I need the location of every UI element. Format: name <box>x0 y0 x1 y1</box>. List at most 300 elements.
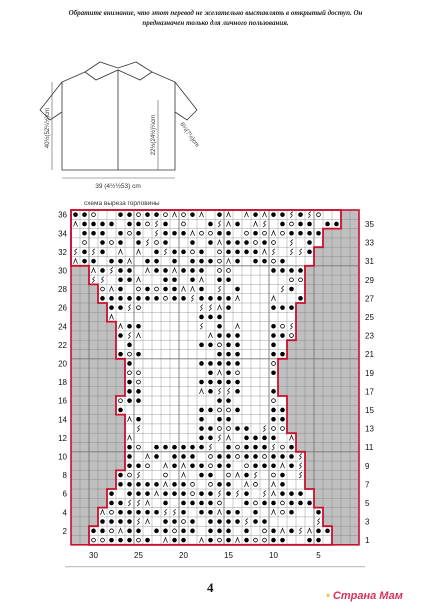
stitch-dot <box>136 529 141 534</box>
stitch-yarn-over <box>218 343 222 347</box>
stitch-dot <box>253 519 258 524</box>
column-label: 25 <box>134 550 143 560</box>
stitch-dot <box>280 473 285 478</box>
stitch-dot <box>226 231 231 236</box>
stitch-dot <box>235 426 240 431</box>
shaded-cell <box>71 294 98 303</box>
stitch-yarn-over <box>263 538 267 542</box>
stitch-dot <box>253 212 258 217</box>
stitch-dot <box>208 473 213 478</box>
stitch-dot <box>208 491 213 496</box>
stitch-twist <box>290 212 293 218</box>
stitch-decrease <box>191 231 195 236</box>
stitch-twist <box>308 212 311 218</box>
row-label-right: 5 <box>365 498 370 508</box>
stitch-yarn-over <box>137 538 141 542</box>
inner-length-label: 22½(24½)¼cm <box>151 114 157 156</box>
stitch-dot <box>217 380 222 385</box>
stitch-dot <box>163 529 168 534</box>
stitch-dot <box>118 538 123 543</box>
stitch-dot <box>118 277 123 282</box>
stitch-dot <box>100 268 105 273</box>
stitch-yarn-over <box>164 473 168 477</box>
stitch-yarn-over <box>218 269 222 273</box>
stitch-dot <box>91 222 96 227</box>
stitch-dot <box>199 445 204 450</box>
stitch-yarn-over <box>254 482 258 486</box>
stitch-dot <box>253 510 258 515</box>
stitch-dot <box>190 259 195 264</box>
stitch-dot <box>217 529 222 534</box>
stitch-dot <box>136 398 141 403</box>
stitch-dot <box>253 436 258 441</box>
stitch-dot <box>109 296 114 301</box>
row-label-left: 30 <box>58 266 67 276</box>
row-label-left: 6 <box>62 489 67 499</box>
stitch-yarn-over <box>209 231 213 235</box>
shaded-cell <box>296 303 359 312</box>
stitch-dot <box>235 287 240 292</box>
stitch-dot <box>226 491 231 496</box>
row-label-left: 36 <box>58 210 67 220</box>
stitch-twist <box>128 500 131 506</box>
stitch-twist <box>272 249 275 255</box>
stitch-dot <box>226 482 231 487</box>
stitch-dot <box>235 519 240 524</box>
row-label-left: 12 <box>58 433 67 443</box>
stitch-decrease <box>164 463 168 468</box>
stitch-yarn-over <box>227 427 231 431</box>
stitch-decrease <box>236 538 240 543</box>
stitch-dot <box>271 370 276 375</box>
row-label-right: 23 <box>365 331 374 341</box>
stitch-dot <box>208 222 213 227</box>
stitch-yarn-over <box>191 492 195 496</box>
stitch-dot <box>163 277 168 282</box>
stitch-dot <box>118 296 123 301</box>
stitch-dot <box>172 538 177 543</box>
stitch-dot <box>217 324 222 329</box>
stitch-dot <box>190 240 195 245</box>
stitch-dot <box>217 333 222 338</box>
stitch-yarn-over <box>272 473 276 477</box>
stitch-twist <box>299 528 302 534</box>
shaded-cell <box>296 433 359 442</box>
row-label-right: 35 <box>365 219 374 229</box>
row-label-right: 29 <box>365 275 374 285</box>
stitch-twist <box>164 509 167 515</box>
stitch-dot <box>271 324 276 329</box>
stitch-dot <box>262 445 267 450</box>
stitch-dot <box>100 519 105 524</box>
stitch-dot <box>199 491 204 496</box>
stitch-dot <box>82 222 87 227</box>
stitch-dot <box>271 463 276 468</box>
stitch-yarn-over <box>146 464 150 468</box>
stitch-dot <box>217 361 222 366</box>
stitch-dot <box>163 501 168 506</box>
stitch-dot <box>118 501 123 506</box>
stitch-dot <box>163 231 168 236</box>
stitch-dot <box>280 305 285 310</box>
stitch-dot <box>208 426 213 431</box>
stitch-dot <box>163 445 168 450</box>
stitch-dot <box>307 501 312 506</box>
stitch-dot <box>298 296 303 301</box>
stitch-dot <box>271 538 276 543</box>
stitch-dot <box>199 426 204 431</box>
stitch-dot <box>226 305 231 310</box>
shaded-cell <box>278 368 359 377</box>
stitch-dot <box>190 501 195 506</box>
row-label-left: 24 <box>58 322 67 332</box>
stitch-dot <box>100 240 105 245</box>
stitch-dot <box>172 445 177 450</box>
stitch-dot <box>262 463 267 468</box>
stitch-dot <box>226 361 231 366</box>
stitch-twist <box>290 240 293 246</box>
stitch-yarn-over <box>263 231 267 235</box>
stitch-dot <box>100 529 105 534</box>
notice-line-2: предназначен только для личного пользования. <box>142 19 289 27</box>
stitch-dot <box>172 231 177 236</box>
stitch-dot <box>226 333 231 338</box>
column-label: 15 <box>224 550 233 560</box>
stitch-decrease <box>74 259 78 264</box>
stitch-dot <box>235 333 240 338</box>
stitch-dot <box>226 343 231 348</box>
stitch-dot <box>226 538 231 543</box>
stitch-dot <box>145 259 150 264</box>
stitch-dot <box>118 352 123 357</box>
row-label-left: 4 <box>62 508 67 518</box>
stitch-twist <box>236 491 239 497</box>
stitch-dot <box>145 510 150 515</box>
stitch-yarn-over <box>218 250 222 254</box>
stitch-dot <box>136 324 141 329</box>
stitch-decrease <box>128 259 132 264</box>
stitch-decrease <box>128 417 132 422</box>
stitch-dot <box>82 231 87 236</box>
stitch-decrease <box>200 389 204 394</box>
stitch-dot <box>190 454 195 459</box>
stitch-yarn-over <box>290 278 294 282</box>
stitch-dot <box>280 268 285 273</box>
stitch-decrease <box>272 491 276 496</box>
stitch-dot <box>244 240 249 245</box>
stitch-twist <box>290 323 293 329</box>
stitch-yarn-over <box>137 306 141 310</box>
stitch-dot <box>298 268 303 273</box>
stitch-dot <box>226 296 231 301</box>
stitch-dot <box>181 510 186 515</box>
stitch-dot <box>118 231 123 236</box>
stitch-dot <box>217 277 222 282</box>
stitch-decrease <box>110 314 114 319</box>
stitch-dot <box>127 491 132 496</box>
stitch-decrease <box>254 221 258 226</box>
stitch-dot <box>82 212 87 217</box>
stitch-dot <box>118 510 123 515</box>
stitch-dot <box>253 445 258 450</box>
stitch-yarn-over <box>101 538 105 542</box>
stitch-yarn-over <box>236 371 240 375</box>
stitch-dot <box>244 473 249 478</box>
stitch-dot <box>280 408 285 413</box>
stitch-yarn-over <box>227 269 231 273</box>
stitch-twist <box>218 221 221 227</box>
stitch-decrease <box>227 259 231 264</box>
stitch-dot <box>226 277 231 282</box>
stitch-dot <box>199 296 204 301</box>
stitch-dot <box>235 240 240 245</box>
stitch-dot <box>118 473 123 478</box>
stitch-dot <box>217 352 222 357</box>
stitch-twist <box>299 453 302 459</box>
stitch-dot <box>181 250 186 255</box>
stitch-dot <box>181 501 186 506</box>
stitch-dot <box>181 491 186 496</box>
stitch-dot <box>127 445 132 450</box>
stitch-dot <box>280 352 285 357</box>
stitch-dot <box>226 240 231 245</box>
stitch-dot <box>208 380 213 385</box>
stitch-dot <box>244 454 249 459</box>
stitch-decrease <box>146 500 150 505</box>
stitch-dot <box>181 231 186 236</box>
stitch-dot <box>217 398 222 403</box>
stitch-decrease <box>263 212 267 217</box>
stitch-dot <box>91 231 96 236</box>
stitch-dot <box>226 519 231 524</box>
stitch-yarn-over <box>128 231 132 235</box>
stitch-yarn-over <box>137 380 141 384</box>
stitch-decrease <box>245 482 249 487</box>
shaded-cell <box>314 247 359 256</box>
row-label-left: 2 <box>62 526 67 536</box>
stitch-decrease <box>290 435 294 440</box>
stitch-dot <box>280 482 285 487</box>
stitch-dot <box>217 231 222 236</box>
row-label-left: 34 <box>58 229 67 239</box>
stitch-dot <box>217 417 222 422</box>
stitch-yarn-over <box>290 334 294 338</box>
row-label-left: 18 <box>58 378 67 388</box>
stitch-dot <box>100 231 105 236</box>
stitch-dot <box>190 268 195 273</box>
stitch-dot <box>163 222 168 227</box>
stitch-dot <box>226 352 231 357</box>
stitch-dot <box>298 231 303 236</box>
stitch-dot <box>235 250 240 255</box>
stitch-yarn-over <box>128 473 132 477</box>
stitch-dot <box>118 482 123 487</box>
stitch-dot <box>163 268 168 273</box>
stitch-decrease <box>227 212 231 217</box>
stitch-dot <box>298 491 303 496</box>
stitch-twist <box>209 444 212 450</box>
stitch-dot <box>154 482 159 487</box>
stitch-dot <box>91 529 96 534</box>
stitch-decrease <box>200 212 204 217</box>
row-label-left: 26 <box>58 303 67 313</box>
stitch-dot <box>136 240 141 245</box>
stitch-dot <box>226 445 231 450</box>
stitch-decrease <box>182 287 186 292</box>
stitch-dot <box>208 510 213 515</box>
shaded-cell <box>71 405 116 414</box>
stitch-dot <box>289 529 294 534</box>
stitch-dot <box>190 529 195 534</box>
stitch-dot <box>172 287 177 292</box>
stitch-yarn-over <box>110 529 114 533</box>
stitch-twist <box>218 435 221 441</box>
stitch-dot <box>109 305 114 310</box>
stitch-decrease <box>200 538 204 543</box>
stitch-dot <box>199 268 204 273</box>
stitch-decrease <box>173 212 177 217</box>
stitch-dot <box>289 501 294 506</box>
stitch-yarn-over <box>227 408 231 412</box>
stitch-twist <box>299 249 302 255</box>
stitch-twist <box>263 426 266 432</box>
stitch-dot <box>226 454 231 459</box>
stitch-twist <box>137 519 140 525</box>
stitch-twist <box>200 305 203 311</box>
stitch-yarn-over <box>182 213 186 217</box>
row-label-left: 14 <box>58 415 67 425</box>
row-label-right: 31 <box>365 257 374 267</box>
stitch-dot <box>136 352 141 357</box>
stitch-yarn-over <box>263 529 267 533</box>
row-label-right: 13 <box>365 424 374 434</box>
stitch-yarn-over <box>272 241 276 245</box>
stitch-dot <box>208 240 213 245</box>
column-label: 20 <box>179 550 188 560</box>
stitch-twist <box>281 286 284 292</box>
stitch-dot <box>181 296 186 301</box>
stitch-dot <box>145 212 150 217</box>
stitch-dot <box>298 212 303 217</box>
stitch-dot <box>208 343 213 348</box>
stitch-dot <box>100 296 105 301</box>
stitch-yarn-over <box>281 231 285 235</box>
stitch-dot <box>145 482 150 487</box>
stitch-yarn-over <box>254 538 258 542</box>
stitch-dot <box>100 250 105 255</box>
stitch-dot <box>289 491 294 496</box>
shaded-cell <box>314 257 359 266</box>
chart-title: схема выреза горловины <box>84 200 160 207</box>
stitch-dot <box>163 240 168 245</box>
stitch-dot <box>172 259 177 264</box>
stitch-dot <box>226 380 231 385</box>
stitch-dot <box>208 436 213 441</box>
stitch-dot <box>208 529 213 534</box>
stitch-dot <box>244 436 249 441</box>
stitch-twist <box>263 221 266 227</box>
stitch-dot <box>280 417 285 422</box>
stitch-dot <box>262 240 267 245</box>
stitch-yarn-over <box>182 520 186 524</box>
length-label: 40½(52¼½)cm <box>45 107 51 149</box>
stitch-dot <box>172 491 177 496</box>
stitch-decrease <box>146 268 150 273</box>
stitch-decrease <box>245 212 249 217</box>
stitch-dot <box>316 510 321 515</box>
stitch-dot <box>208 538 213 543</box>
stitch-yarn-over <box>245 231 249 235</box>
column-label: 30 <box>89 550 98 560</box>
stitch-decrease <box>110 287 114 292</box>
stitch-dot <box>235 259 240 264</box>
stitch-decrease <box>182 463 186 468</box>
stitch-dot <box>208 259 213 264</box>
stitch-decrease <box>74 221 78 226</box>
stitch-dot <box>199 315 204 320</box>
stitch-dot <box>280 222 285 227</box>
stitch-dot <box>136 417 141 422</box>
row-label-right: 11 <box>365 443 374 453</box>
stitch-dot <box>208 389 213 394</box>
row-label-right: 21 <box>365 350 374 360</box>
row-label-right: 19 <box>365 368 374 378</box>
stitch-yarn-over <box>83 241 87 245</box>
stitch-dot <box>154 445 159 450</box>
stitch-dot <box>127 389 132 394</box>
stitch-yarn-over <box>92 213 96 217</box>
shaded-cell <box>314 489 359 498</box>
stitch-dot <box>226 250 231 255</box>
stitch-dot <box>127 529 132 534</box>
notice-line-1: Обратите внимание, что этот перевод не желательно выставлять в открытый доступ. Он <box>68 9 363 17</box>
stitch-dot <box>208 296 213 301</box>
stitch-dot <box>334 222 339 227</box>
stitch-dot <box>280 491 285 496</box>
stitch-dot <box>226 398 231 403</box>
stitch-twist <box>164 249 167 255</box>
width-label: 39 (4½½53) cm <box>95 183 141 190</box>
stitch-dot <box>208 370 213 375</box>
shaded-cell <box>296 312 359 321</box>
stitch-dot <box>199 380 204 385</box>
stitch-yarn-over <box>101 287 105 291</box>
row-label-right: 17 <box>365 387 374 397</box>
stitch-dot <box>109 259 114 264</box>
stitch-yarn-over <box>281 324 285 328</box>
stitch-yarn-over <box>317 213 321 217</box>
stitch-dot <box>136 482 141 487</box>
stitch-dot <box>244 538 249 543</box>
stitch-decrease <box>155 491 159 496</box>
stitch-dot <box>262 259 267 264</box>
stitch-yarn-over <box>92 538 96 542</box>
stitch-twist <box>173 509 176 515</box>
stitch-yarn-over <box>110 510 114 514</box>
stitch-dot <box>181 482 186 487</box>
shaded-cell <box>71 396 116 405</box>
stitch-dot <box>271 408 276 413</box>
stitch-yarn-over <box>272 427 276 431</box>
stitch-dot <box>289 305 294 310</box>
stitch-dot <box>325 222 330 227</box>
stitch-dot <box>109 222 114 227</box>
row-label-right: 9 <box>365 461 370 471</box>
shaded-cell <box>71 517 98 526</box>
shaded-cell <box>278 359 359 368</box>
stitch-dot <box>271 305 276 310</box>
stitch-dot <box>289 287 294 292</box>
